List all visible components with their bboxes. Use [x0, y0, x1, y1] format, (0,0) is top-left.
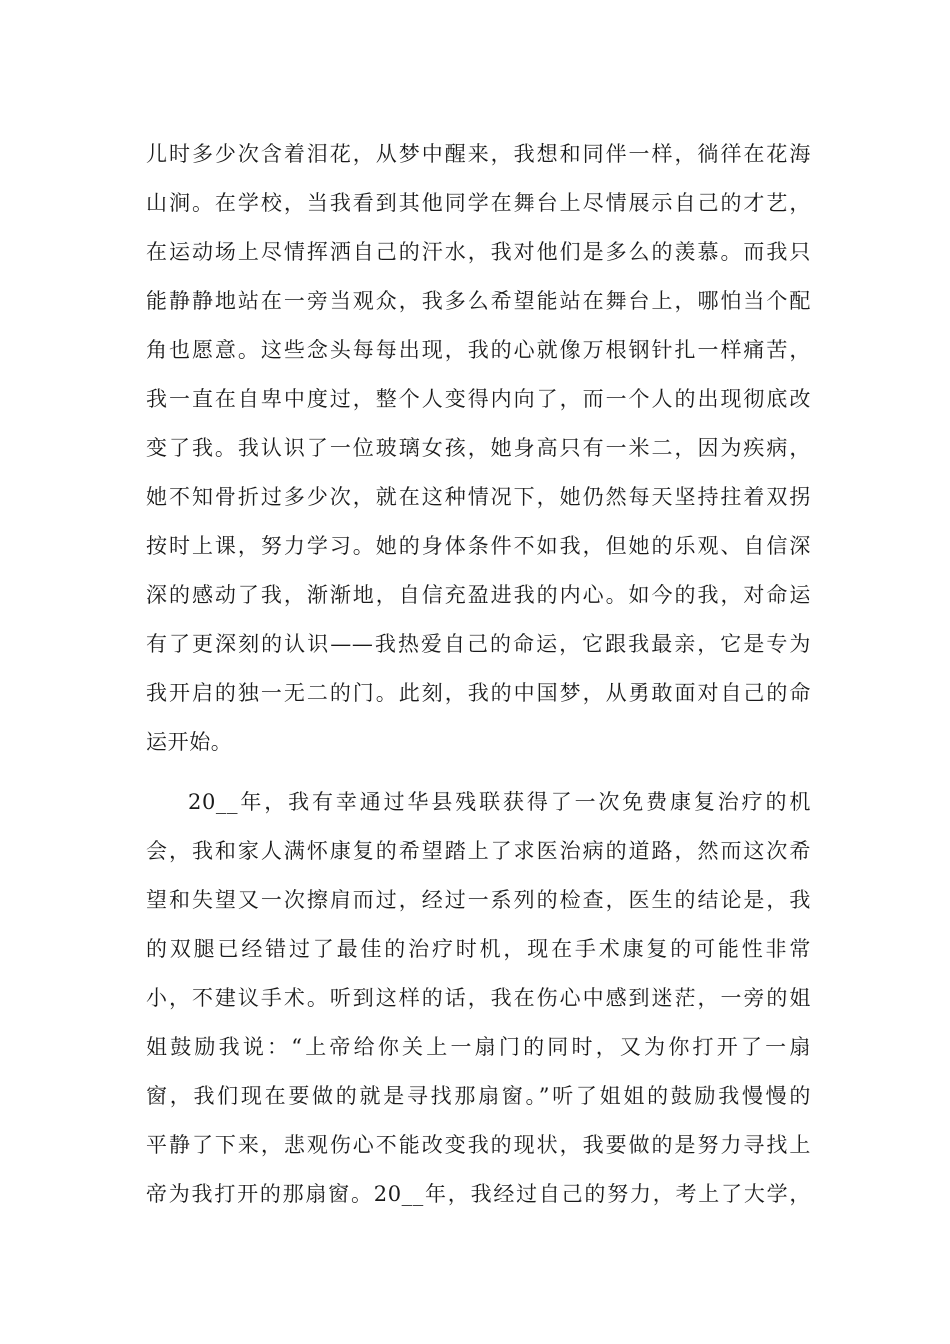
text-line: 按时上课，努力学习。她的身体条件不如我，但她的乐观、自信深 — [146, 534, 811, 558]
text-line: 的双腿已经错过了最佳的治疗时机，现在手术康复的可能性非常 — [146, 937, 811, 961]
text-line: 能静静地站在一旁当观众，我多么希望能站在舞台上，哪怕当个配 — [146, 289, 811, 313]
text-line: 深的感动了我，渐渐地，自信充盈进我的内心。如今的我，对命运 — [146, 583, 811, 607]
text-line: 儿时多少次含着泪花，从梦中醒来，我想和同伴一样，徜徉在花海 — [146, 142, 811, 166]
text-line: 窗，我们现在要做的就是寻找那扇窗。”听了姐姐的鼓励我慢慢的 — [146, 1084, 811, 1108]
text-line: 有了更深刻的认识——我热爱自己的命运，它跟我最亲，它是专为 — [146, 632, 811, 656]
text-line: 角也愿意。这些念头每每出现，我的心就像万根钢针扎一样痛苦， — [146, 338, 811, 362]
text-line: 山涧。在学校，当我看到其他同学在舞台上尽情展示自己的才艺， — [146, 191, 811, 215]
text-line: 我一直在自卑中度过，整个人变得内向了，而一个人的出现彻底改 — [146, 387, 811, 411]
text-line: 运开始。 — [146, 730, 233, 754]
text-line: 小，不建议手术。听到这样的话，我在伤心中感到迷茫，一旁的姐 — [146, 986, 811, 1010]
text-line: 在运动场上尽情挥洒自己的汗水，我对他们是多么的羡慕。而我只 — [146, 240, 811, 264]
text-line: 平静了下来，悲观伤心不能改变我的现状，我要做的是努力寻找上 — [146, 1133, 811, 1157]
text-line: 她不知骨折过多少次，就在这种情况下，她仍然每天坚持拄着双拐 — [146, 485, 811, 509]
text-line: 变了我。我认识了一位玻璃女孩，她身高只有一米二，因为疾病， — [146, 436, 811, 460]
paragraph-first-line: 20__年，我有幸通过华县残联获得了一次免费康复治疗的机 — [188, 790, 811, 814]
text-line: 姐鼓励我说：“上帝给你关上一扇门的同时，又为你打开了一扇 — [146, 1035, 811, 1059]
text-line: 帝为我打开的那扇窗。20__年，我经过自己的努力，考上了大学， — [146, 1182, 811, 1206]
text-line: 望和失望又一次擦肩而过，经过一系列的检查，医生的结论是，我 — [146, 888, 811, 912]
text-line: 我开启的独一无二的门。此刻，我的中国梦，从勇敢面对自己的命 — [146, 681, 811, 705]
text-line: 会，我和家人满怀康复的希望踏上了求医治病的道路，然而这次希 — [146, 839, 811, 863]
